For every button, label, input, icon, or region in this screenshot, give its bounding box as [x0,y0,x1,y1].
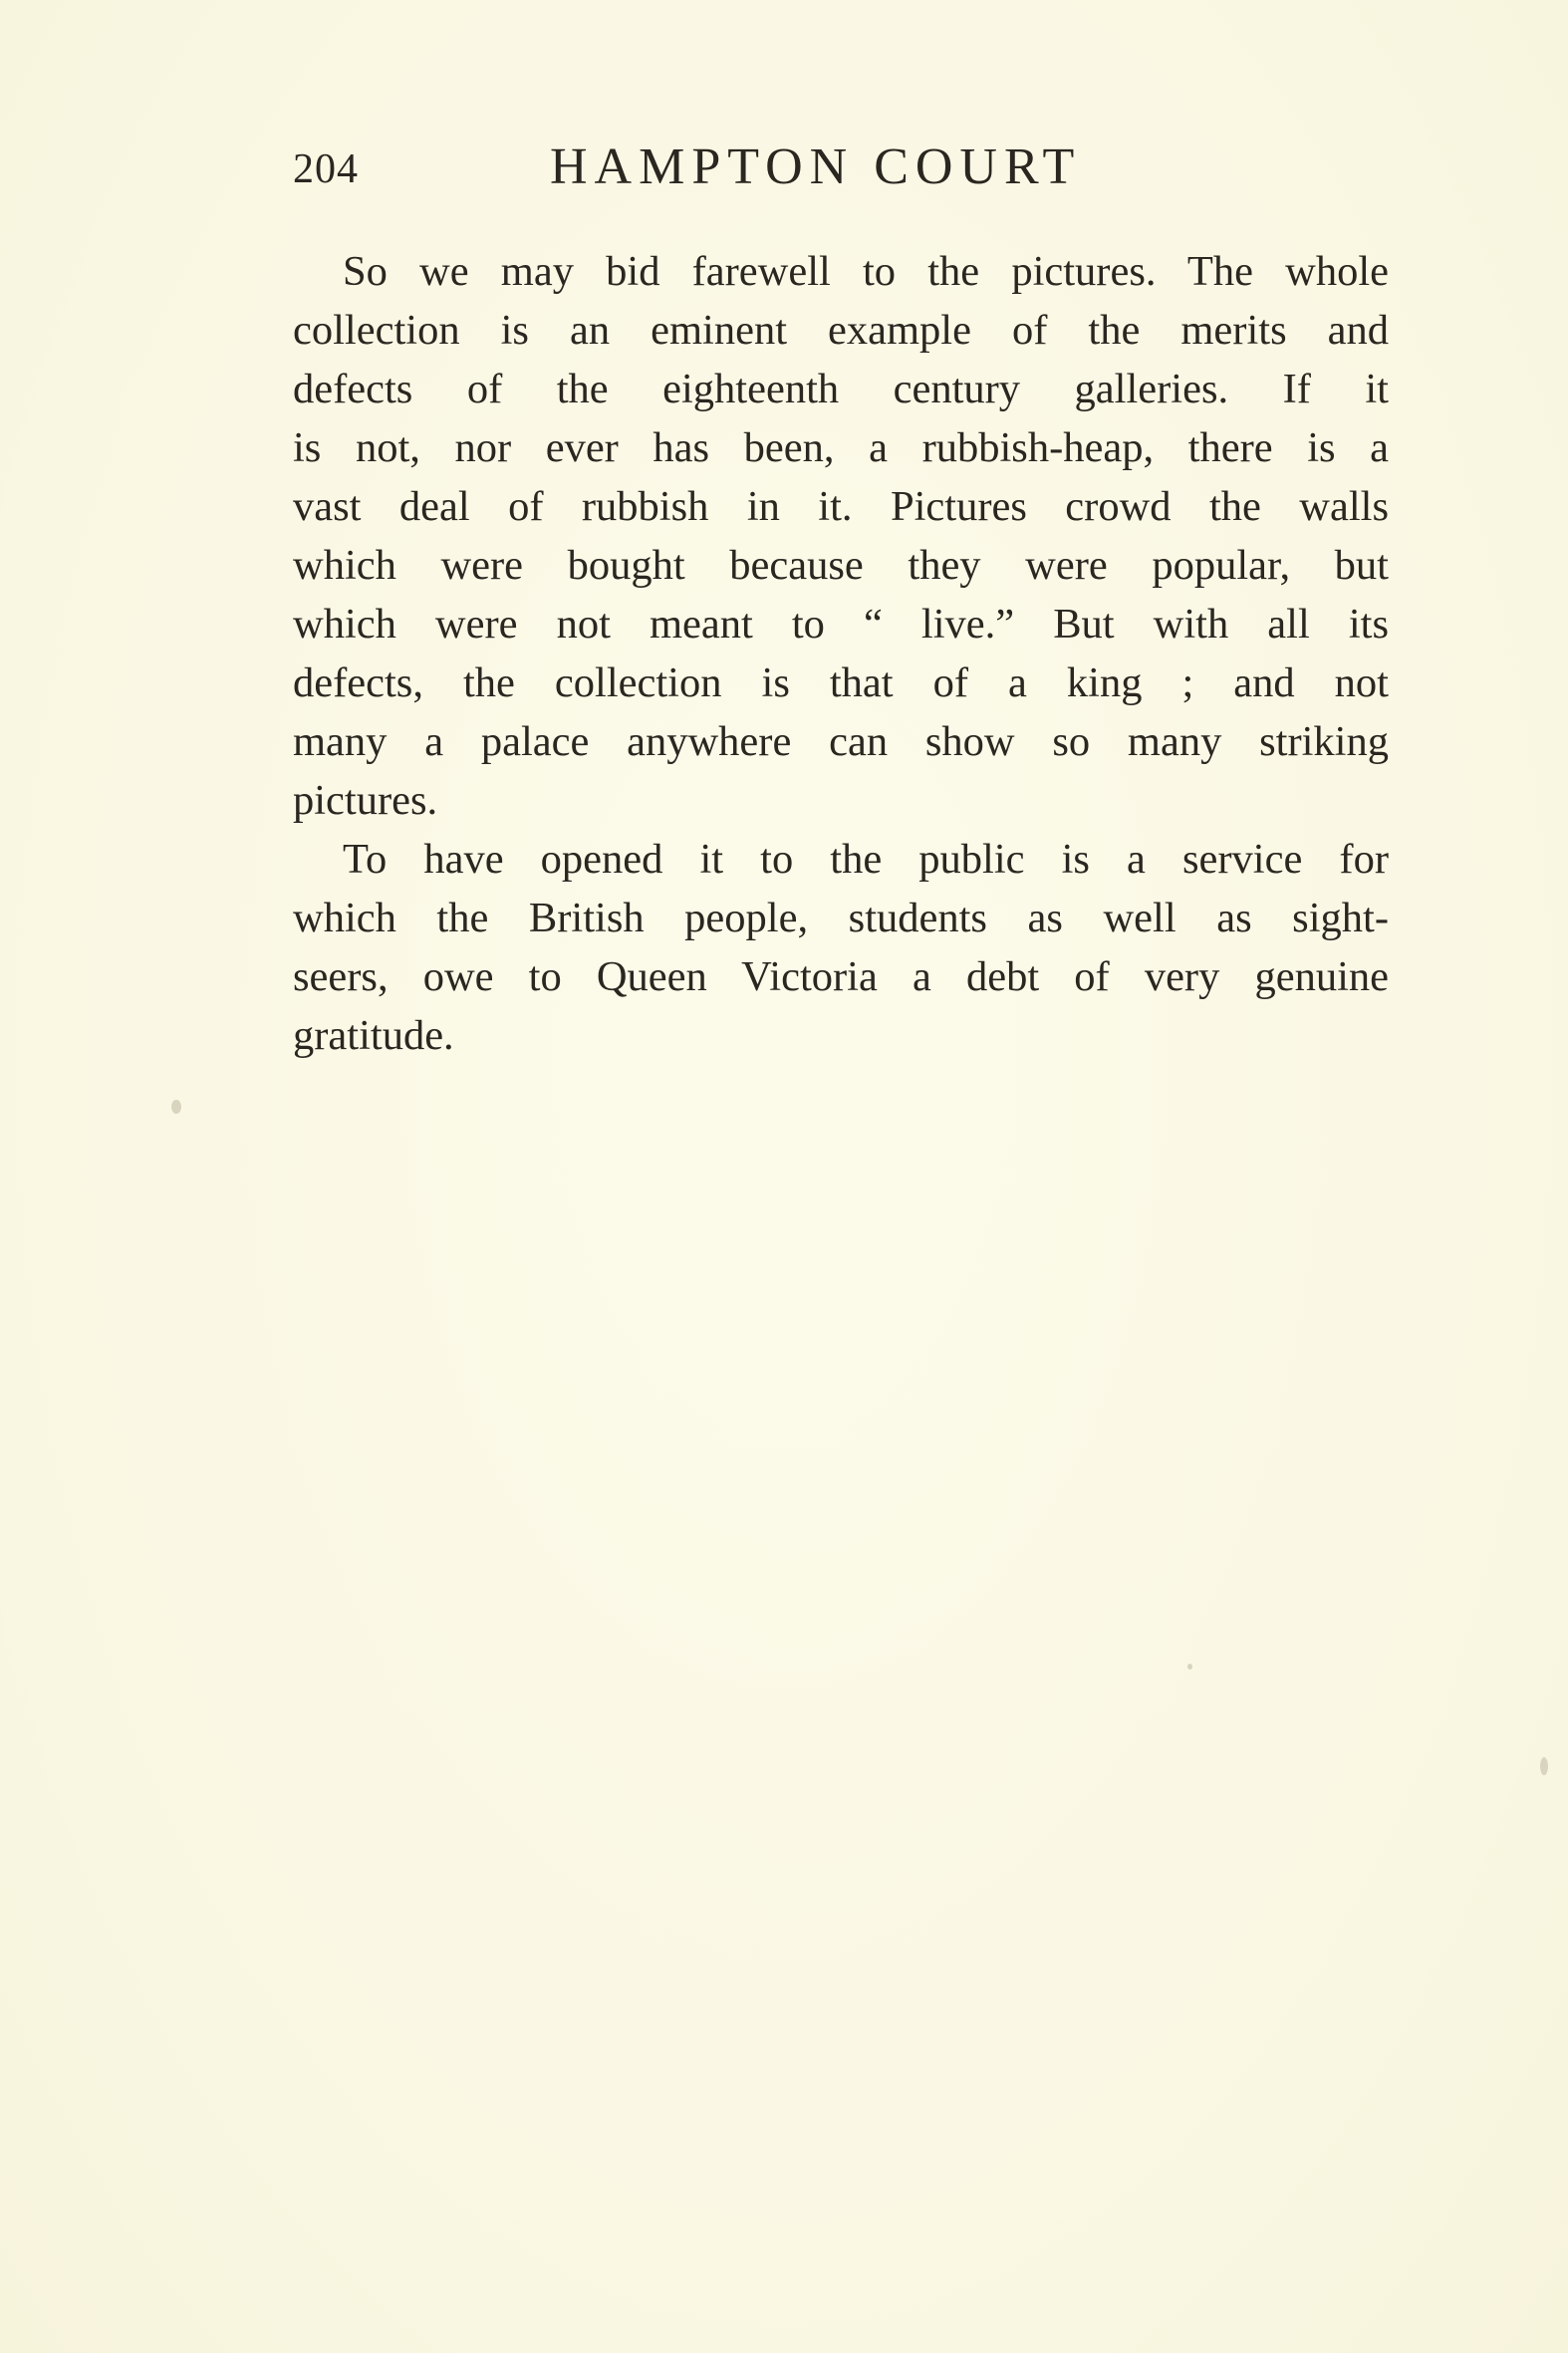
text-line: pictures. [293,777,438,824]
paper-speck [171,1100,181,1114]
text-line: which the British people, students as well as sight- [293,895,1389,941]
running-head [293,137,1389,197]
text-line: which were bought because they were popular, but [293,542,1389,589]
running-title: HAMPTON COURT [550,138,1082,195]
text-line: vast deal of rubbish in it. Pictures crowd the walls [293,483,1389,530]
text-line: which were not meant to “ live.” But with all its [293,601,1389,648]
paper-speck [1187,1664,1192,1670]
text-line: To have opened it to the public is a service for [343,836,1389,883]
text-line: defects of the eighteenth century galleries. If it [293,366,1389,412]
text-line: gratitude. [293,1012,454,1059]
text-line: many a palace anywhere can show so many striking [293,718,1389,765]
text-line: So we may bid farewell to the pictures. The whole [343,248,1389,295]
page-number: 204 [293,146,359,192]
paragraph [293,242,1389,830]
paper-speck [1540,1757,1548,1775]
body-text [293,242,1389,1065]
text-line: collection is an eminent example of the merits and [293,307,1389,354]
text-line: defects, the collection is that of a king ; and not [293,659,1389,706]
text-line: seers, owe to Queen Victoria a debt of very genuine [293,953,1389,1000]
paragraph [293,830,1389,1065]
text-line: is not, nor ever has been, a rubbish-heap, there is a [293,424,1389,471]
